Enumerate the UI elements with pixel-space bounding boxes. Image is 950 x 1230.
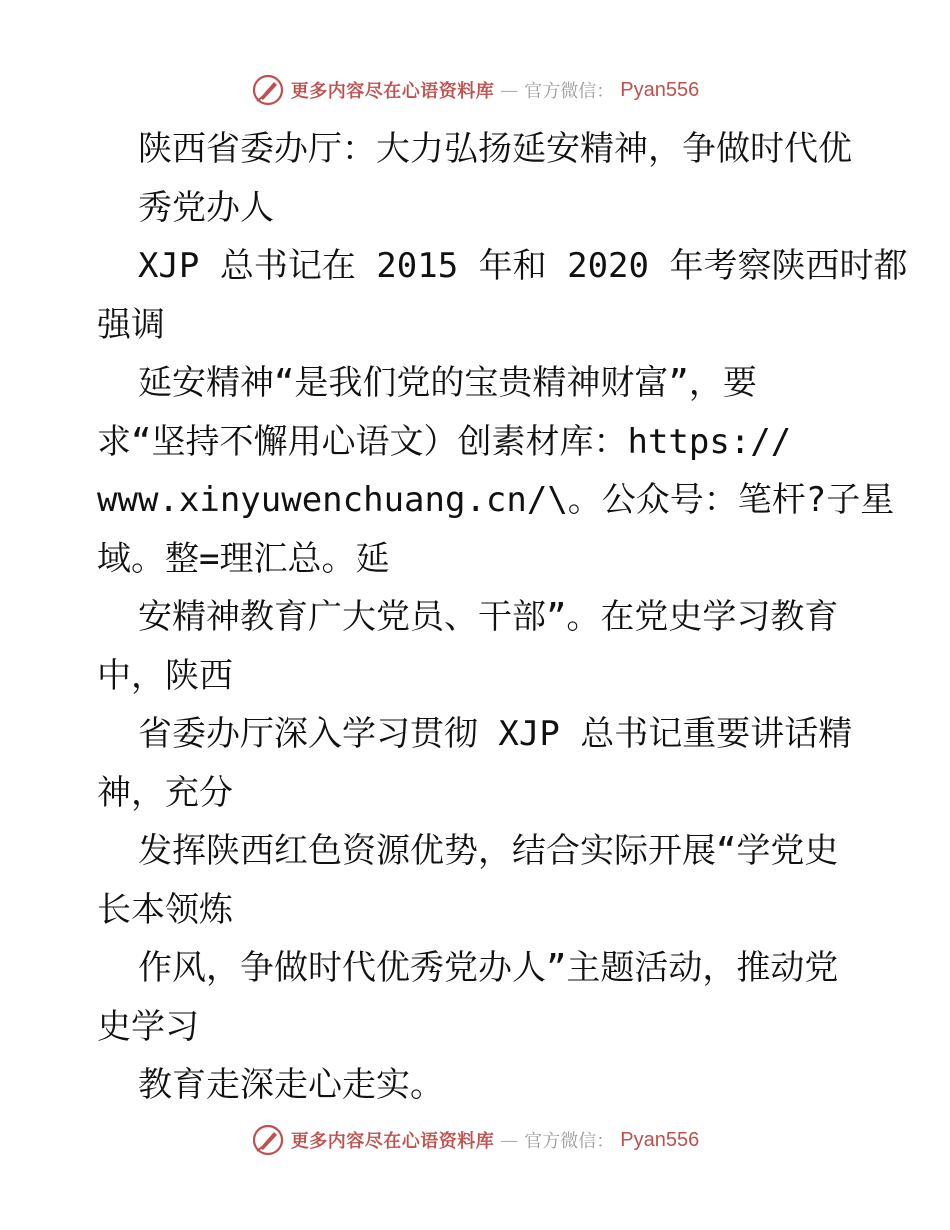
watermark-wechat-label: 官方微信： xyxy=(524,81,615,102)
text-line: 陕西省委办厅：大力弘扬延安精神，争做时代优 xyxy=(97,129,852,169)
watermark-main-text: 更多内容尽在心语资料库 xyxy=(290,81,495,102)
watermark-main-text: 更多内容尽在心语资料库 xyxy=(290,1131,495,1152)
text-line: 求“坚持不懈用心语文）创素材库：https:// xyxy=(97,421,792,462)
feather-pen-icon xyxy=(251,1123,285,1157)
text-line: 秀党办人 xyxy=(97,187,274,228)
text-line: 作风，争做时代优秀党办人”主题活动，推动党 xyxy=(97,948,839,988)
text-line: 强调 xyxy=(97,304,165,345)
text-line: 域。整=理汇总。延 xyxy=(97,538,390,579)
text-line: 发挥陕西红色资源优势，结合实际开展“学党史 xyxy=(97,831,839,871)
text-line: 省委办厅深入学习贯彻 XJP 总书记重要讲话精 xyxy=(97,714,853,754)
watermark-wechat-id: Pyan556 xyxy=(620,78,700,101)
watermark-wechat-label: 官方微信： xyxy=(524,1131,615,1152)
document-body xyxy=(97,120,908,1115)
text-line: 长本领炼 xyxy=(97,889,233,930)
text-line: 教育走深走心走实。 xyxy=(97,1065,444,1105)
text-line: 延安精神“是我们党的宝贵精神财富”，要 xyxy=(97,363,757,403)
watermark-separator: — xyxy=(500,1129,519,1151)
text-line: 中，陕西 xyxy=(97,655,233,696)
text-line: 神，充分 xyxy=(97,772,233,813)
watermark-wechat-id: Pyan556 xyxy=(620,1128,700,1151)
footer-watermark xyxy=(0,1120,950,1160)
feather-pen-icon xyxy=(251,73,285,107)
watermark-separator: — xyxy=(500,79,519,101)
text-line: 史学习 xyxy=(97,1006,199,1047)
text-line: www.xinyuwenchuang.cn/\。公众号：笔杆?子星 xyxy=(97,480,895,520)
text-line: XJP 总书记在 2015 年和 2020 年考察陕西时都 xyxy=(97,246,908,286)
text-line: 安精神教育广大党员、干部”。在党史学习教育 xyxy=(97,597,839,637)
header-watermark xyxy=(0,70,950,110)
